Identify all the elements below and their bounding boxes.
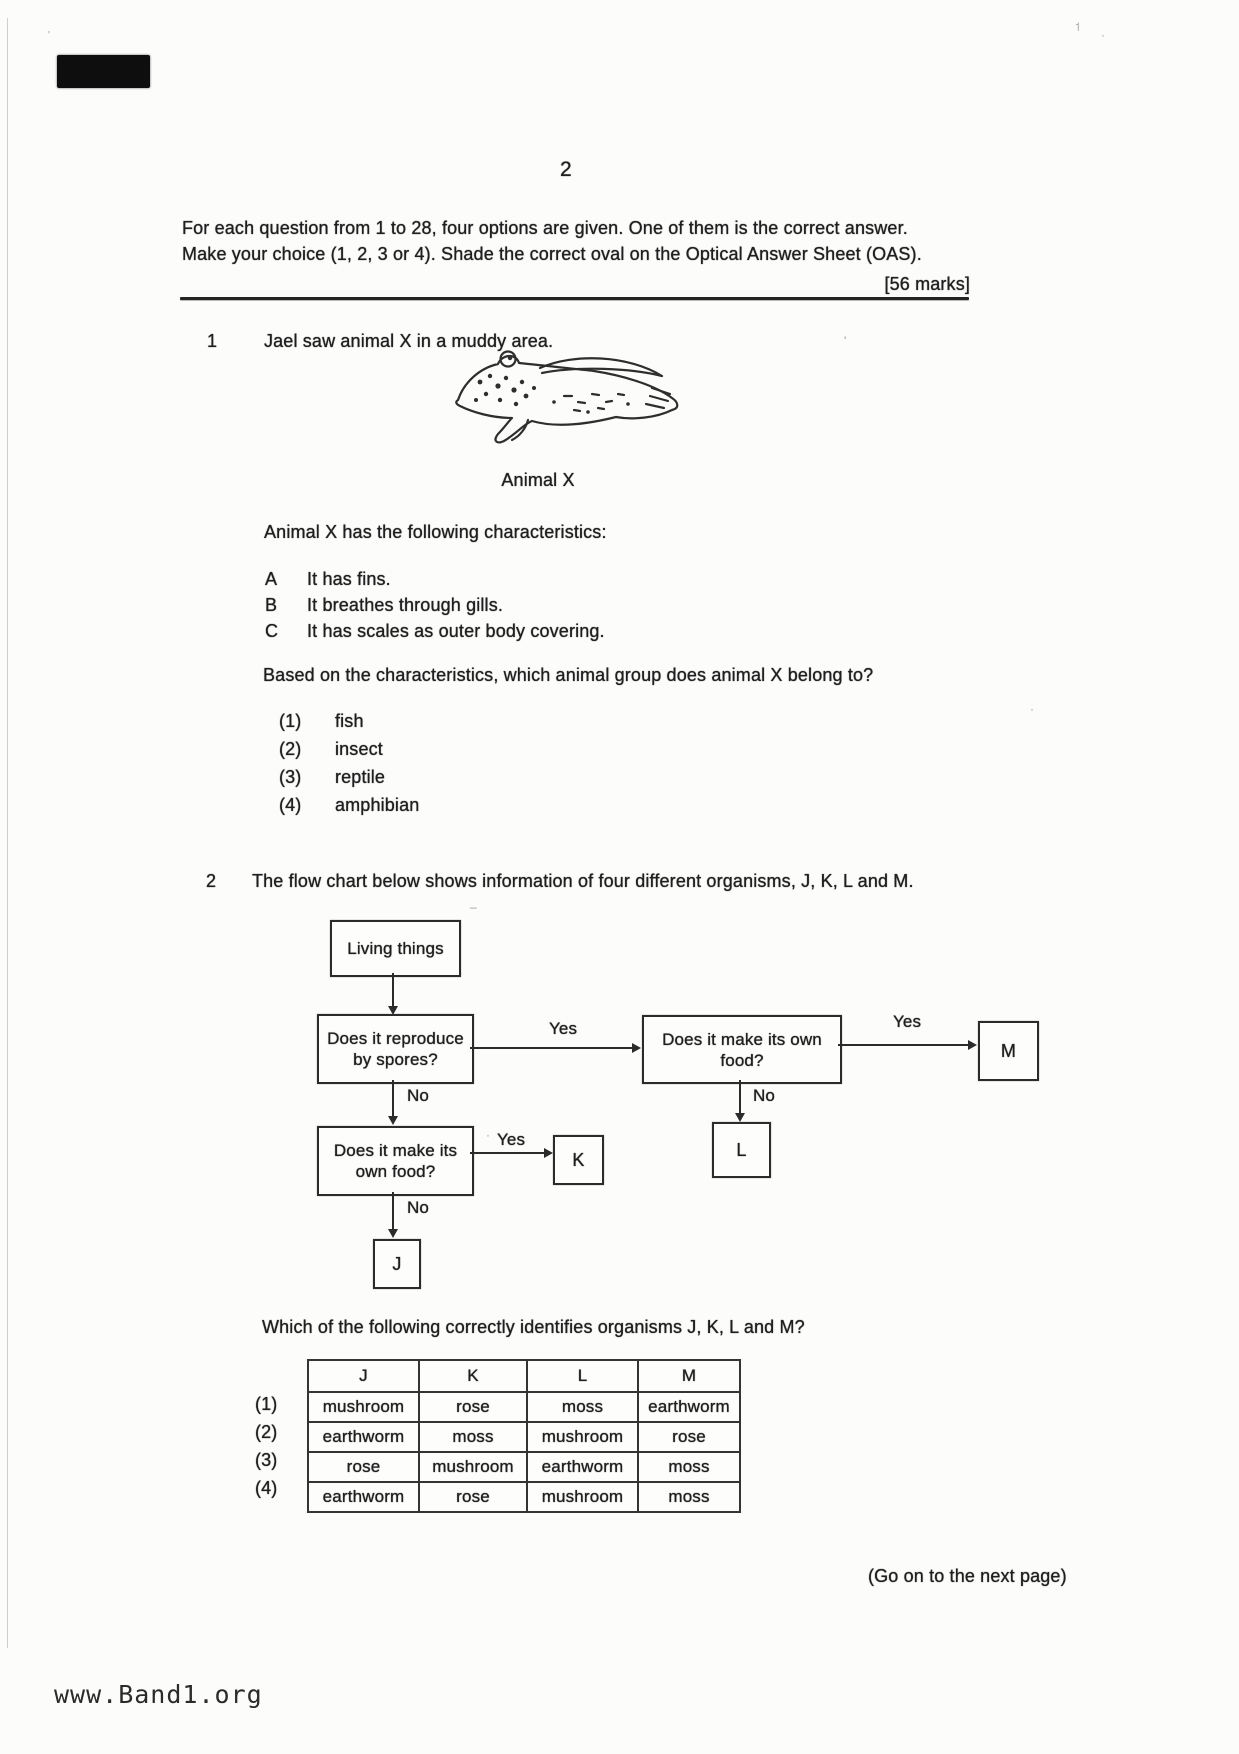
characteristic-row (265, 618, 605, 644)
divider-line (180, 297, 969, 300)
characteristics-intro: Animal X has the following characteristics: (264, 522, 607, 542)
instructions-line2: Make your choice (1, 2, 3 or 4). Shade the correct oval on the Optical Answer Sheet (OAS). (182, 244, 922, 264)
table-cell: mushroom (527, 1482, 638, 1512)
scan-speck: · (1101, 28, 1105, 42)
table-row-label: (2) (255, 1422, 278, 1442)
table-cell: moss (527, 1392, 638, 1422)
table-cell: moss (419, 1422, 527, 1452)
arrow-right-icon (968, 1040, 977, 1050)
scan-edge-artifact (7, 18, 8, 1648)
option-label: (4) (279, 795, 302, 815)
characteristic-text: It breathes through gills. (307, 595, 504, 615)
scan-speck: · (1030, 702, 1034, 716)
option-label: (2) (279, 739, 302, 759)
arrow-down-icon (735, 1113, 745, 1122)
table-row-label: (1) (255, 1394, 278, 1414)
flowchart-box-decision-food-upper: Does it make its own food? (642, 1015, 842, 1084)
flow-arrow-line (739, 1080, 741, 1114)
table-row (308, 1482, 740, 1512)
page-number: 2 (560, 158, 572, 181)
question1-stem: Jael saw animal X in a muddy area. (264, 331, 554, 351)
flowchart-result-j: J (373, 1239, 421, 1289)
answer-table (307, 1359, 741, 1513)
table-cell: rose (638, 1422, 740, 1452)
option-row (279, 792, 419, 818)
flow-arrow-line (470, 1047, 633, 1049)
question2-question: Which of the following correctly identifies organisms J, K, L and M? (262, 1317, 805, 1337)
footer-url: www.Band1.org (54, 1680, 263, 1709)
table-cell: earthworm (308, 1482, 419, 1512)
table-cell: rose (419, 1392, 527, 1422)
option-text: amphibian (335, 795, 420, 815)
table-row-label: (4) (255, 1478, 278, 1498)
option-text: insect (335, 739, 383, 759)
table-row-label: (3) (255, 1450, 278, 1470)
no-label: No (753, 1086, 776, 1105)
option-label: (3) (279, 767, 302, 787)
option-row (279, 708, 364, 734)
characteristic-label: A (265, 569, 278, 589)
question1-question: Based on the characteristics, which animal group does animal X belong to? (263, 665, 874, 685)
scan-speck: ˦ (1075, 20, 1080, 34)
scan-speck: – (470, 900, 477, 914)
table-cell: earthworm (638, 1392, 740, 1422)
animal-x-caption: Animal X (501, 470, 575, 490)
flowchart-box-decision-spores: Does it reproduce by spores? (317, 1014, 474, 1084)
yes-label: Yes (497, 1130, 526, 1149)
no-label: No (407, 1198, 430, 1217)
next-page-note: (Go on to the next page) (868, 1566, 1067, 1586)
table-header-row (308, 1360, 740, 1392)
table-cell: rose (419, 1482, 527, 1512)
arrow-down-icon (388, 1116, 398, 1125)
animal-x-illustration (428, 338, 696, 469)
table-header-l: L (527, 1360, 638, 1392)
characteristic-text: It has fins. (307, 569, 391, 589)
option-text: reptile (335, 767, 386, 787)
table-row (308, 1422, 740, 1452)
yes-label: Yes (893, 1012, 922, 1031)
question1-number: 1 (207, 331, 218, 351)
table-cell: earthworm (527, 1452, 638, 1482)
table-cell: earthworm (308, 1422, 419, 1452)
table-cell: mushroom (527, 1422, 638, 1452)
scan-speck: ' (844, 334, 847, 348)
arrow-down-icon (388, 1229, 398, 1238)
flow-arrow-line (392, 1080, 394, 1117)
table-header-j: J (308, 1360, 419, 1392)
no-label: No (407, 1086, 430, 1105)
characteristic-row (265, 566, 391, 592)
option-row (279, 764, 385, 790)
table-header-k: K (419, 1360, 527, 1392)
flowchart-result-k: K (553, 1135, 604, 1185)
flowchart-result-l: L (712, 1122, 771, 1178)
table-cell: mushroom (308, 1392, 419, 1422)
flowchart-box-decision-food-lower: Does it make its own food? (317, 1126, 474, 1196)
instructions-line1: For each question from 1 to 28, four options are given. One of them is the correct answer. (182, 218, 908, 238)
flow-arrow-line (838, 1044, 969, 1046)
table-cell: moss (638, 1452, 740, 1482)
question2-stem: The flow chart below shows information of four different organisms, J, K, L and M. (252, 871, 914, 891)
flow-arrow-line (470, 1152, 545, 1154)
flow-arrow-line (392, 1192, 394, 1230)
scan-speck: · (486, 1128, 490, 1142)
instructions-text (182, 215, 972, 267)
characteristic-row (265, 592, 503, 618)
question2-number: 2 (206, 871, 217, 891)
table-cell: moss (638, 1482, 740, 1512)
arrow-right-icon (632, 1043, 641, 1053)
characteristic-label: B (265, 595, 278, 615)
marks-label: [56 marks] (884, 274, 970, 294)
flowchart-box-living-things: Living things (330, 920, 461, 977)
table-cell: mushroom (419, 1452, 527, 1482)
option-row (279, 736, 383, 762)
scan-speck: ' (48, 30, 50, 41)
option-label: (1) (279, 711, 302, 731)
flow-arrow-line (392, 973, 394, 1008)
characteristic-label: C (265, 621, 279, 641)
table-cell: rose (308, 1452, 419, 1482)
option-text: fish (335, 711, 364, 731)
redacted-school-logo (57, 55, 150, 88)
flowchart-result-m: M (978, 1021, 1039, 1081)
table-row (308, 1452, 740, 1482)
characteristic-text: It has scales as outer body covering. (307, 621, 605, 641)
table-row (308, 1392, 740, 1422)
table-header-m: M (638, 1360, 740, 1392)
yes-label: Yes (549, 1019, 578, 1038)
arrow-right-icon (544, 1148, 553, 1158)
